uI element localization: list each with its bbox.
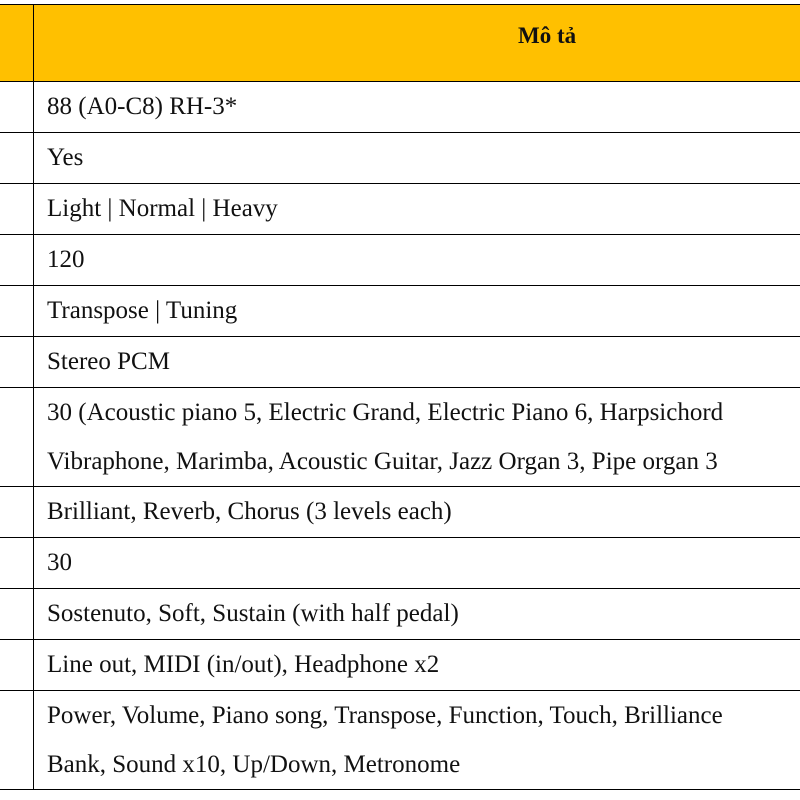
table-row: [0, 286, 800, 337]
row-value-line: 120: [47, 246, 85, 273]
spec-table: [0, 4, 800, 790]
table-row: [0, 487, 800, 538]
table-row: [0, 184, 800, 235]
header-label-cell: [0, 5, 34, 82]
table-row: [0, 82, 800, 133]
table-row: [0, 640, 800, 691]
row-label-cell: [0, 691, 34, 790]
row-value-line: Vibraphone, Marimba, Acoustic Guitar, Jazz Organ 3, Pipe organ 3: [47, 448, 718, 475]
row-value-cell: [34, 82, 800, 133]
table-row: [0, 691, 800, 790]
row-label-cell: [0, 487, 34, 538]
row-value-line: Transpose | Tuning: [47, 297, 238, 324]
row-label-cell: [0, 388, 34, 487]
row-value-cell: [34, 538, 800, 589]
row-value-cell: [34, 133, 800, 184]
row-value-cell: [34, 691, 800, 790]
row-label-cell: [0, 82, 34, 133]
row-value-line: Line out, MIDI (in/out), Headphone x2: [47, 651, 440, 678]
row-label-cell: [0, 640, 34, 691]
row-value-cell: [34, 235, 800, 286]
row-value-line: 30 (Acoustic piano 5, Electric Grand, Electric Piano 6, Harpsichord: [47, 399, 724, 426]
table-row: [0, 337, 800, 388]
header-row: [0, 5, 800, 82]
row-value-line: Yes: [47, 144, 84, 171]
table-row: [0, 538, 800, 589]
table-row: [0, 133, 800, 184]
row-label-cell: [0, 538, 34, 589]
row-label-cell: [0, 133, 34, 184]
header-description: Mô tả: [518, 23, 577, 48]
row-value-line: 30: [47, 549, 72, 576]
row-value-cell: [34, 388, 800, 487]
header-description-cell: [34, 5, 800, 82]
row-value-line: Stereo PCM: [47, 348, 170, 375]
row-value-line: Power, Volume, Piano song, Transpose, Function, Touch, Brilliance: [47, 702, 723, 729]
row-value-line: Brilliant, Reverb, Chorus (3 levels each): [47, 498, 452, 525]
row-value-line: Bank, Sound x10, Up/Down, Metronome: [47, 751, 461, 778]
row-label-cell: [0, 235, 34, 286]
row-value-line: Sostenuto, Soft, Sustain (with half pedal): [47, 600, 459, 627]
row-label-cell: [0, 589, 34, 640]
row-label-cell: [0, 184, 34, 235]
table-row: [0, 235, 800, 286]
row-label-cell: [0, 286, 34, 337]
row-value-cell: [34, 337, 800, 388]
row-value-line: Light | Normal | Heavy: [47, 195, 278, 222]
row-value-cell: [34, 589, 800, 640]
row-value-cell: [34, 640, 800, 691]
row-value-line: 88 (A0-C8) RH-3*: [47, 93, 238, 120]
row-value-cell: [34, 286, 800, 337]
table-row: [0, 589, 800, 640]
row-label-cell: [0, 337, 34, 388]
row-value-cell: [34, 184, 800, 235]
row-value-cell: [34, 487, 800, 538]
table-row: [0, 388, 800, 487]
